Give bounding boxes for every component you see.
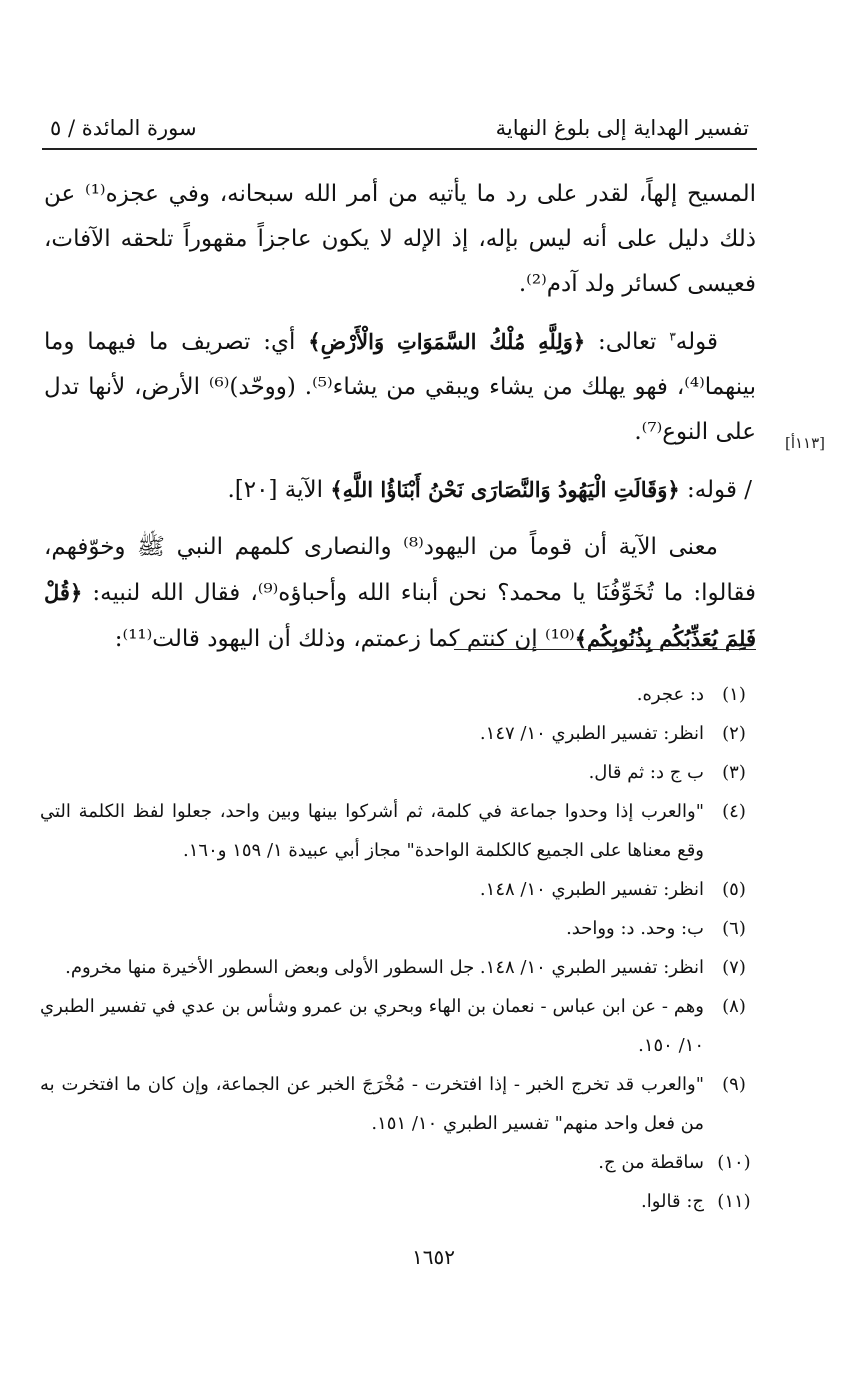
paragraph-2-rest: أي: تصريف ما فيهما وما بينهما⁽⁴⁾، فهو يهلك من يشاء ويبقي من يشاء⁽⁵⁾. (ووحّد)⁽⁶⁾ الأرض، لأنها تدل على النوع⁽⁷⁾. bbox=[44, 329, 756, 445]
footnote bbox=[40, 1143, 756, 1182]
footnote-text: وهم - عن ابن عباس - نعمان بن الهاء وبحري بن عمرو وشأس بن عدي في تفسير الطبري ١٠/ ١٥٠. bbox=[40, 996, 704, 1056]
footnote-text: ب ج د: ثم قال. bbox=[588, 762, 704, 783]
footnote-number: (٦) bbox=[722, 918, 746, 939]
paragraph-1: المسيح إلهاً، لقدر على رد ما يأتيه من أمر الله سبحانه، وفي عجزه⁽¹⁾ عن ذلك دليل على أنه ليس بإله، إذ الإله لا يكون عاجزاً مقهوراً تلحقه الآفات، فعيسى كسائر ولد آدم⁽²⁾. bbox=[44, 181, 756, 297]
footnote-number: (٢) bbox=[722, 723, 746, 744]
surah-title: سورة المائدة / ٥ bbox=[50, 116, 197, 140]
footnote-text: "والعرب قد تخرج الخبر - إذا افتخرت - مُخْرَجَ الخبر عن الجماعة، وإن كان ما افتخرت به من فعل واحد منهم" تفسير الطبري ١٠/ ١٥١. bbox=[40, 1074, 704, 1134]
footnote bbox=[40, 1065, 756, 1143]
footnote-number: (٤) bbox=[722, 801, 746, 822]
main-text bbox=[44, 172, 756, 674]
footnote-number: (٨) bbox=[722, 996, 746, 1017]
footnote-text: ب: وحد. د: وواحد. bbox=[566, 918, 704, 939]
quran-verse-3: ﴿قُلْ فَلِمَ يُعَذِّبُكُم بِذُنُوبِكُم﴾ bbox=[44, 580, 756, 651]
paragraph-2-lead: قوله bbox=[675, 329, 718, 355]
footnote-number: (١١) bbox=[717, 1191, 751, 1212]
footnote-text: انظر: تفسير الطبري ١٠/ ١٤٨. جل السطور الأولى وبعض السطور الأخيرة منها مخروم. bbox=[65, 957, 704, 978]
footnote-number: (٧) bbox=[722, 957, 746, 978]
paragraph-3-lead: / قوله: bbox=[686, 477, 752, 503]
footnote-number: (٩) bbox=[722, 1074, 746, 1095]
footnote-text: د: عجره. bbox=[636, 684, 704, 705]
footnote-number: (٣) bbox=[722, 762, 746, 783]
footnote bbox=[40, 792, 756, 870]
paragraph-4-end: ⁽¹⁰⁾ إن كنتم كما زعمتم، وذلك أن اليهود قالت⁽¹¹⁾: bbox=[114, 626, 575, 652]
footnote-text: ج: قالوا. bbox=[641, 1191, 704, 1212]
quran-verse-1: ﴿وَلِلَّهِ مُلْكُ السَّمَوَاتِ وَالْأَرْضِ﴾ bbox=[308, 329, 586, 354]
footnote bbox=[40, 675, 756, 714]
footnote-text: انظر: تفسير الطبري ١٠/ ١٤٧. bbox=[479, 723, 704, 744]
page-number: ١٦٥٢ bbox=[412, 1245, 455, 1269]
footnote-number: (١) bbox=[722, 684, 746, 705]
footnote bbox=[40, 870, 756, 909]
running-header bbox=[42, 104, 757, 150]
footnote-separator bbox=[454, 649, 756, 650]
footnote bbox=[40, 948, 756, 987]
quran-verse-2: ﴿وَقَالَتِ الْيَهُودُ وَالنَّصَارَى نَحْنُ أَبْنَاؤُا اللَّهِ﴾ bbox=[330, 477, 680, 502]
footnote bbox=[40, 1182, 756, 1221]
footnote bbox=[40, 987, 756, 1065]
paragraph-4 bbox=[44, 525, 756, 662]
paragraph-3-end: الآية [٢٠]. bbox=[227, 477, 323, 503]
footnote-number: (٥) bbox=[722, 879, 746, 900]
footnote-text: ساقطة من ج. bbox=[598, 1152, 704, 1173]
footnote bbox=[40, 753, 756, 792]
manuscript-folio-marker: [١١٣أ] bbox=[784, 434, 826, 452]
paragraph-2: قوله$^٣$ تعالى: ﴿وَلِلَّهِ مُلْكُ السَّمَوَاتِ وَالْأَرْضِ﴾ أي: تصريف ما فيهما وما بينهما⁽⁴⁾، فهو يهلك من يشاء ويبقي من يشاء⁽⁵⁾. (ووحّد)⁽⁶⁾ الأرض، لأنها تدل على النوع⁽⁷⁾. bbox=[44, 329, 756, 445]
book-title: تفسير الهداية إلى بلوغ النهاية bbox=[495, 116, 749, 140]
footnote-number: (١٠) bbox=[717, 1152, 751, 1173]
footnotes bbox=[40, 675, 756, 1221]
footnote bbox=[40, 909, 756, 948]
footnote-text: انظر: تفسير الطبري ١٠/ ١٤٨. bbox=[479, 879, 704, 900]
footnote bbox=[40, 714, 756, 753]
paragraph-4-text: معنى الآية أن قوماً من اليهود⁽⁸⁾ والنصارى كلمهم النبي ﷺ وخوّفهم، فقالوا: ما تُخَوِّفُنَا يا محمد؟ نحن أبناء الله وأحباؤه⁽⁹⁾، فقال الله لنبيه: bbox=[44, 534, 756, 606]
paragraph-3 bbox=[44, 467, 756, 513]
footnote-text: "والعرب إذا وحدوا جماعة في كلمة، ثم أشركوا بينها وبين واحد، جعلوا لفظ الكلمة التي وقع معناها على الجميع كالكلمة الواحدة" مجاز أبي عبيدة ١/ ١٥٩ و١٦٠. bbox=[40, 801, 704, 861]
